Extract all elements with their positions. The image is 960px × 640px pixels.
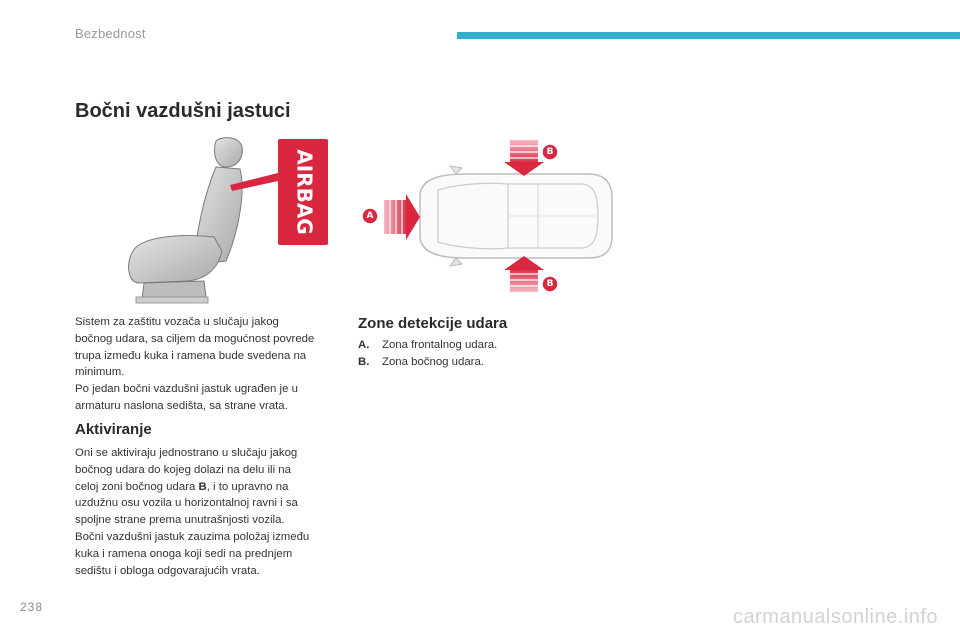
activation-heading: Aktiviranje	[75, 421, 152, 438]
activation-line: Bočni vazdušni jastuk zauzima položaj između	[75, 530, 310, 543]
page-title: Bočni vazdušni jastuci	[75, 100, 291, 122]
header-accent-bar	[457, 32, 960, 39]
zone-letter: A.	[358, 339, 370, 351]
frontal-impact-arrow	[384, 194, 420, 240]
intro-paragraph	[75, 314, 347, 415]
intro-line: trupa između kuka i ramena bude svedena na	[75, 349, 307, 362]
activation-line: Oni se aktiviraju jednostrano u slučaju jakog	[75, 447, 298, 459]
activation-line: sedištu i obloga odgovarajućih vrata.	[75, 564, 260, 577]
zone-text: Zona frontalnog udara.	[382, 339, 498, 351]
intro-line: Sistem za zaštitu vozača u slučaju jakog	[75, 316, 279, 328]
page-number: 238	[20, 600, 44, 614]
activation-line: bočnog udara do kojeg dolazi na delu ili na	[75, 463, 291, 476]
intro-line: Po jedan bočni vazdušni jastuk ugrađen je u	[75, 383, 298, 396]
activation-line: kuka i ramena onoga koji sedi na prednjem	[75, 547, 293, 560]
activation-text: , i to upravno na	[206, 480, 289, 493]
activation-line: uzdužnu osu vozila u horizontalnoj ravni i sa	[75, 497, 298, 510]
seat-airbag-illustration	[118, 133, 332, 305]
zone-text: Zona bočnog udara.	[382, 355, 484, 368]
label-a: A	[366, 211, 374, 221]
side-impact-arrow-top	[504, 140, 544, 176]
zones-list	[358, 337, 618, 371]
activation-line	[75, 479, 351, 496]
zone-item-b	[358, 354, 618, 371]
zones-heading: Zone detekcije udara	[358, 315, 508, 332]
label-b-top: B	[546, 147, 554, 157]
label-b-bottom: B	[546, 279, 554, 289]
side-impact-arrow-bottom	[504, 256, 544, 292]
watermark: carmanualsonline.info	[732, 606, 938, 628]
airbag-label: AIRBAG	[292, 149, 317, 235]
intro-line: armaturu naslona sedišta, sa strane vrata.	[75, 399, 288, 412]
zone-b-reference: B	[198, 480, 207, 493]
zone-item-a	[358, 337, 618, 354]
car-impact-zones-illustration	[358, 136, 620, 296]
activation-line: spoljne strane prema unutrašnjosti vozila.	[75, 514, 285, 527]
intro-line: bočnog udara, sa ciljem da mogućnost povrede	[75, 332, 315, 345]
intro-line: minimum.	[75, 366, 125, 379]
zone-letter: B.	[358, 355, 370, 368]
activation-paragraph	[75, 445, 351, 579]
activation-text: celoj zoni bočnog udara	[75, 480, 199, 493]
section-header: Bezbednost	[75, 26, 146, 41]
